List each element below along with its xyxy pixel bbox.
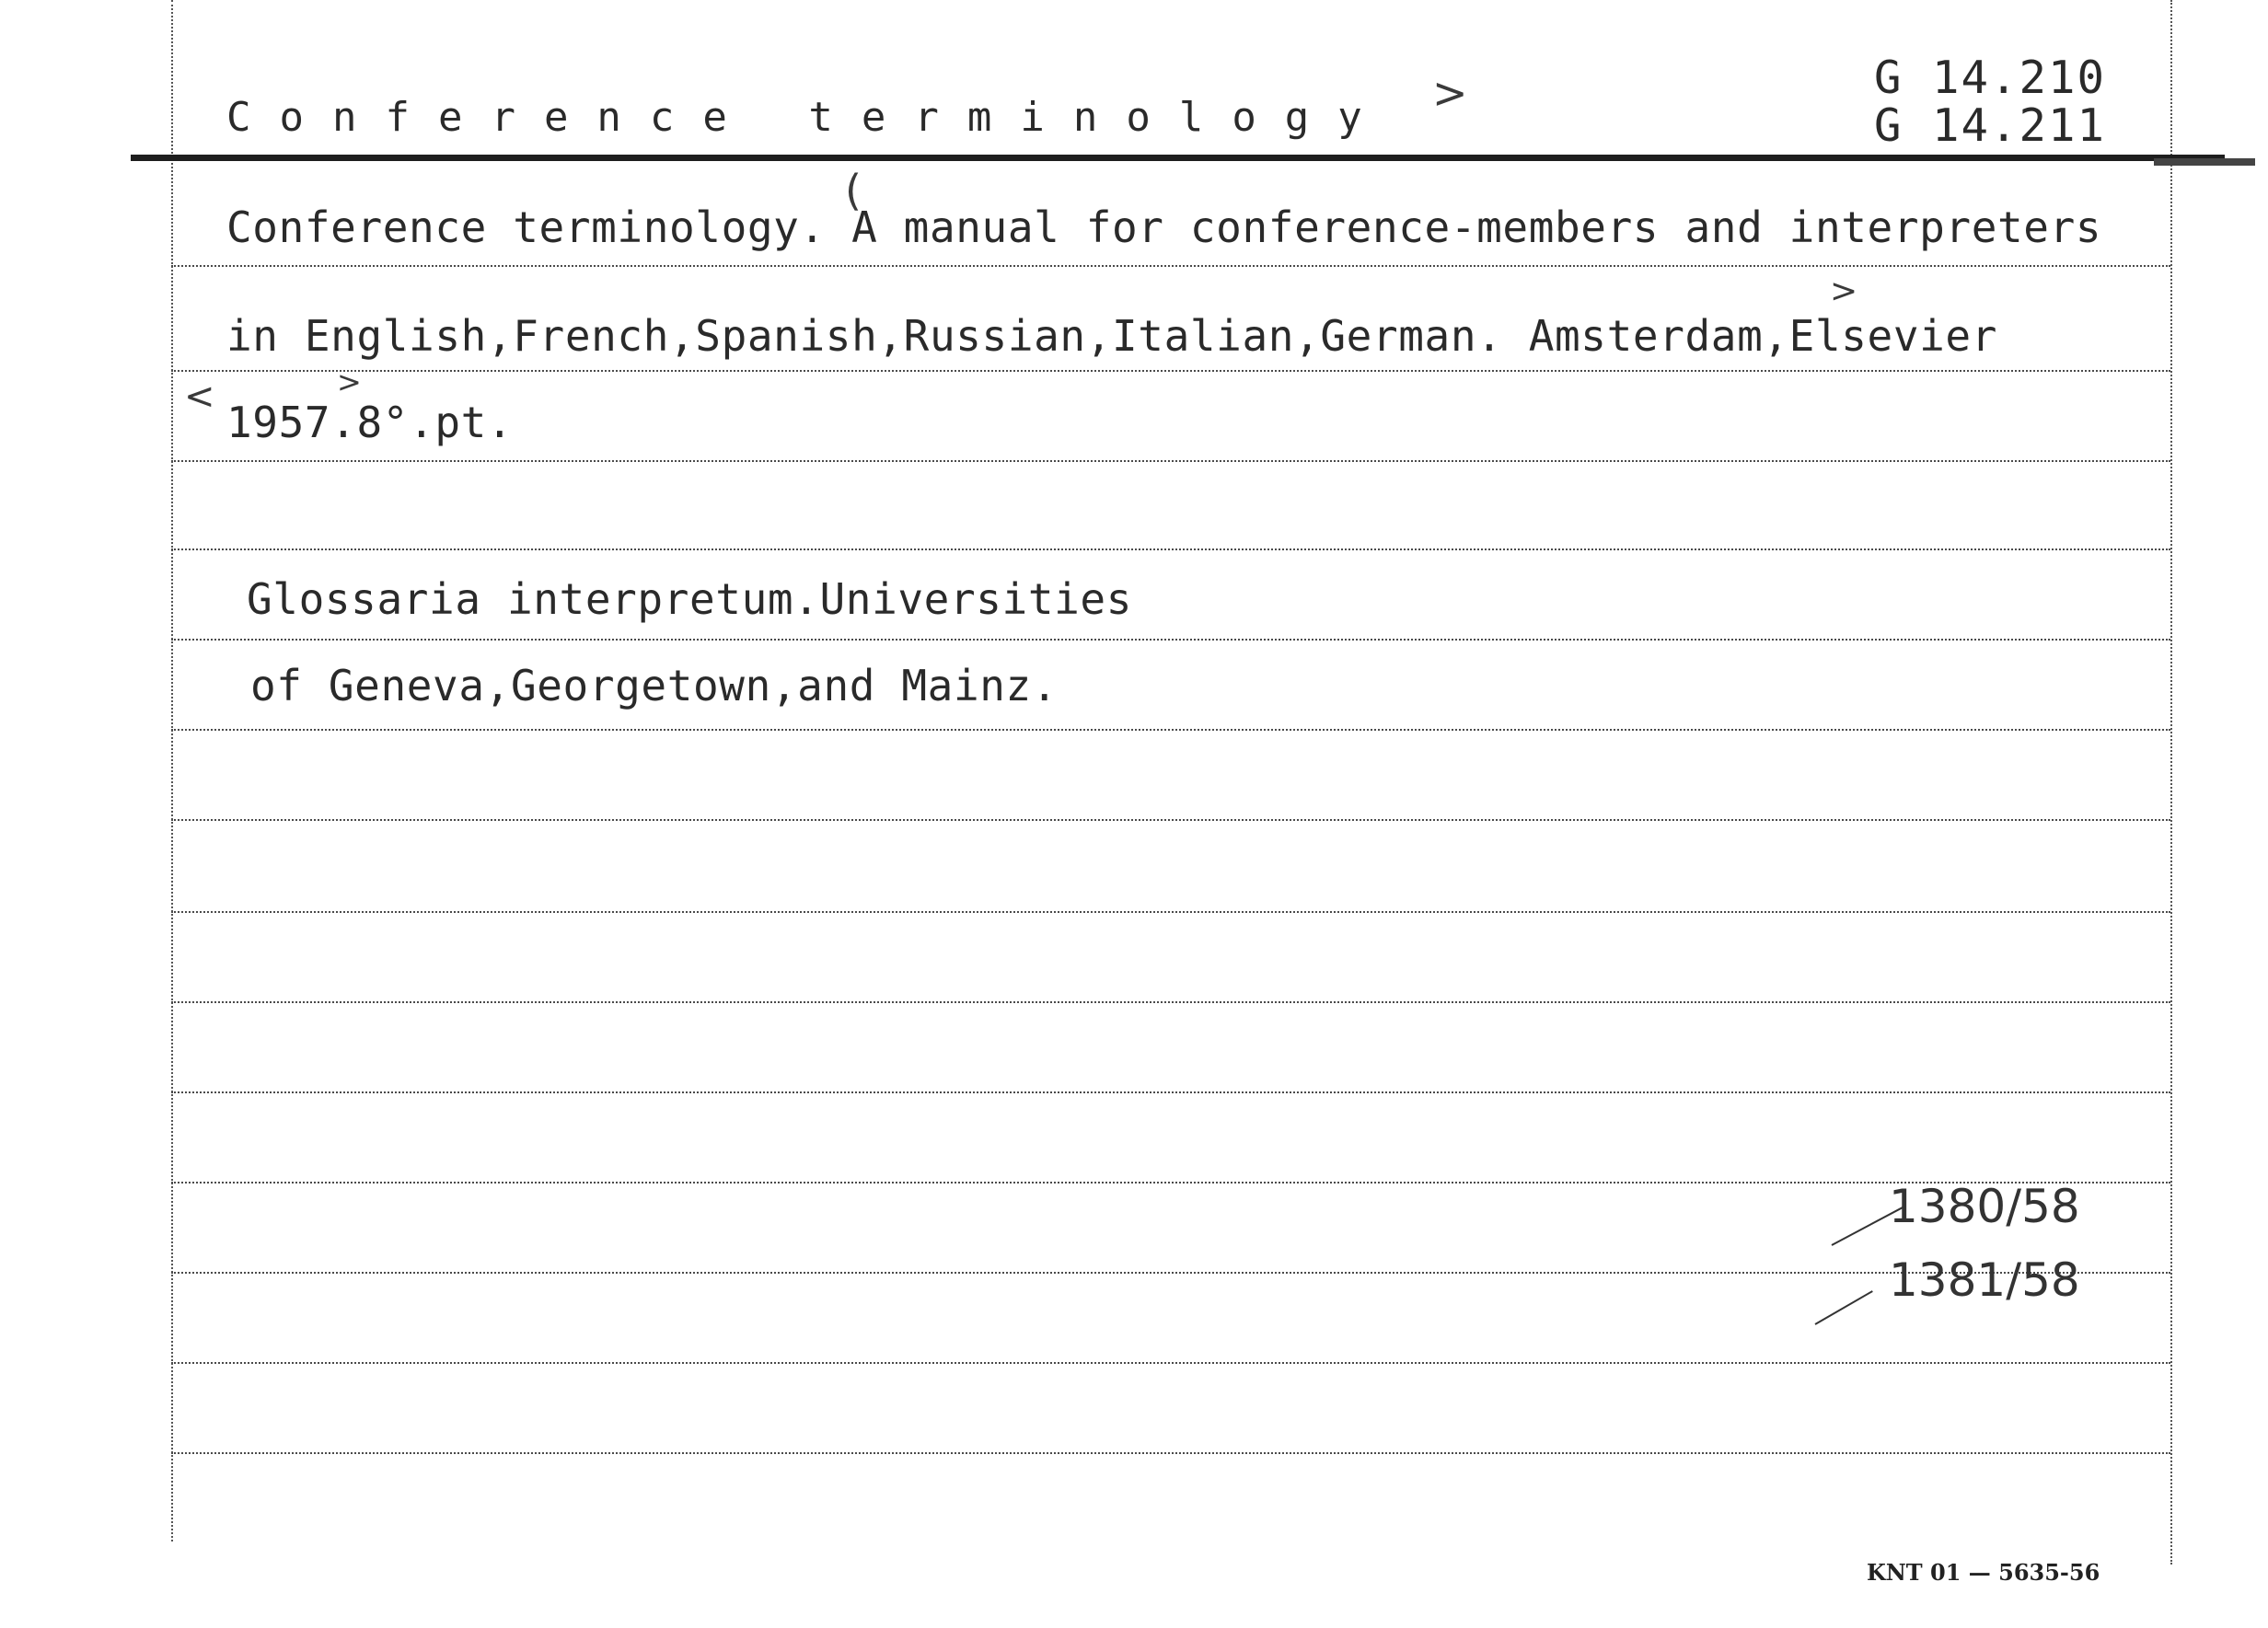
editor-mark-open-paren: ( <box>845 166 862 215</box>
editor-mark-gt: > <box>1432 68 1468 118</box>
ruled-line <box>171 1182 2170 1183</box>
ruled-line <box>171 819 2170 821</box>
ruled-line <box>171 370 2170 372</box>
entry-line-1: Conference terminology. A manual for conference-members and interpreters <box>226 202 2102 252</box>
handwritten-tick <box>1815 1290 1873 1325</box>
editor-mark-lt: < <box>184 375 215 418</box>
card-heading: Conference terminology <box>226 94 1391 141</box>
ruled-line <box>171 1362 2170 1364</box>
ruled-line <box>171 911 2170 913</box>
handwritten-accession-2: 1381/58 <box>1889 1253 2080 1307</box>
ruled-line <box>171 460 2170 462</box>
ruled-line <box>171 548 2170 550</box>
card-right-border <box>2170 0 2172 1564</box>
card-left-border <box>171 0 173 1541</box>
ruled-line <box>171 1452 2170 1454</box>
ruled-line <box>171 1001 2170 1003</box>
editor-mark-gt: > <box>337 364 362 399</box>
ruled-line <box>171 639 2170 641</box>
note-line-2: of Geneva,Georgetown,and Mainz. <box>250 661 1059 710</box>
form-code: KNT 01 — 5635-56 <box>1867 1559 2100 1586</box>
heading-rule-extension <box>2154 158 2255 166</box>
note-line-1: Glossaria interpretum.Universities <box>247 574 1133 624</box>
ruled-line <box>171 265 2170 267</box>
heading-rule <box>131 155 2225 161</box>
handwritten-accession-1: 1380/58 <box>1889 1180 2080 1233</box>
ruled-line <box>171 729 2170 731</box>
ruled-line <box>171 1272 2170 1274</box>
entry-line-3: 1957.8°.pt. <box>226 398 514 447</box>
editor-mark-gt: > <box>1830 272 1858 310</box>
entry-line-2: in English,French,Spanish,Russian,Italian,German. Amsterdam,Elsevier <box>226 311 1998 361</box>
call-number-1: G 14.210 <box>1874 52 2107 104</box>
ruled-line <box>171 1091 2170 1093</box>
call-number-2: G 14.211 <box>1874 99 2107 152</box>
